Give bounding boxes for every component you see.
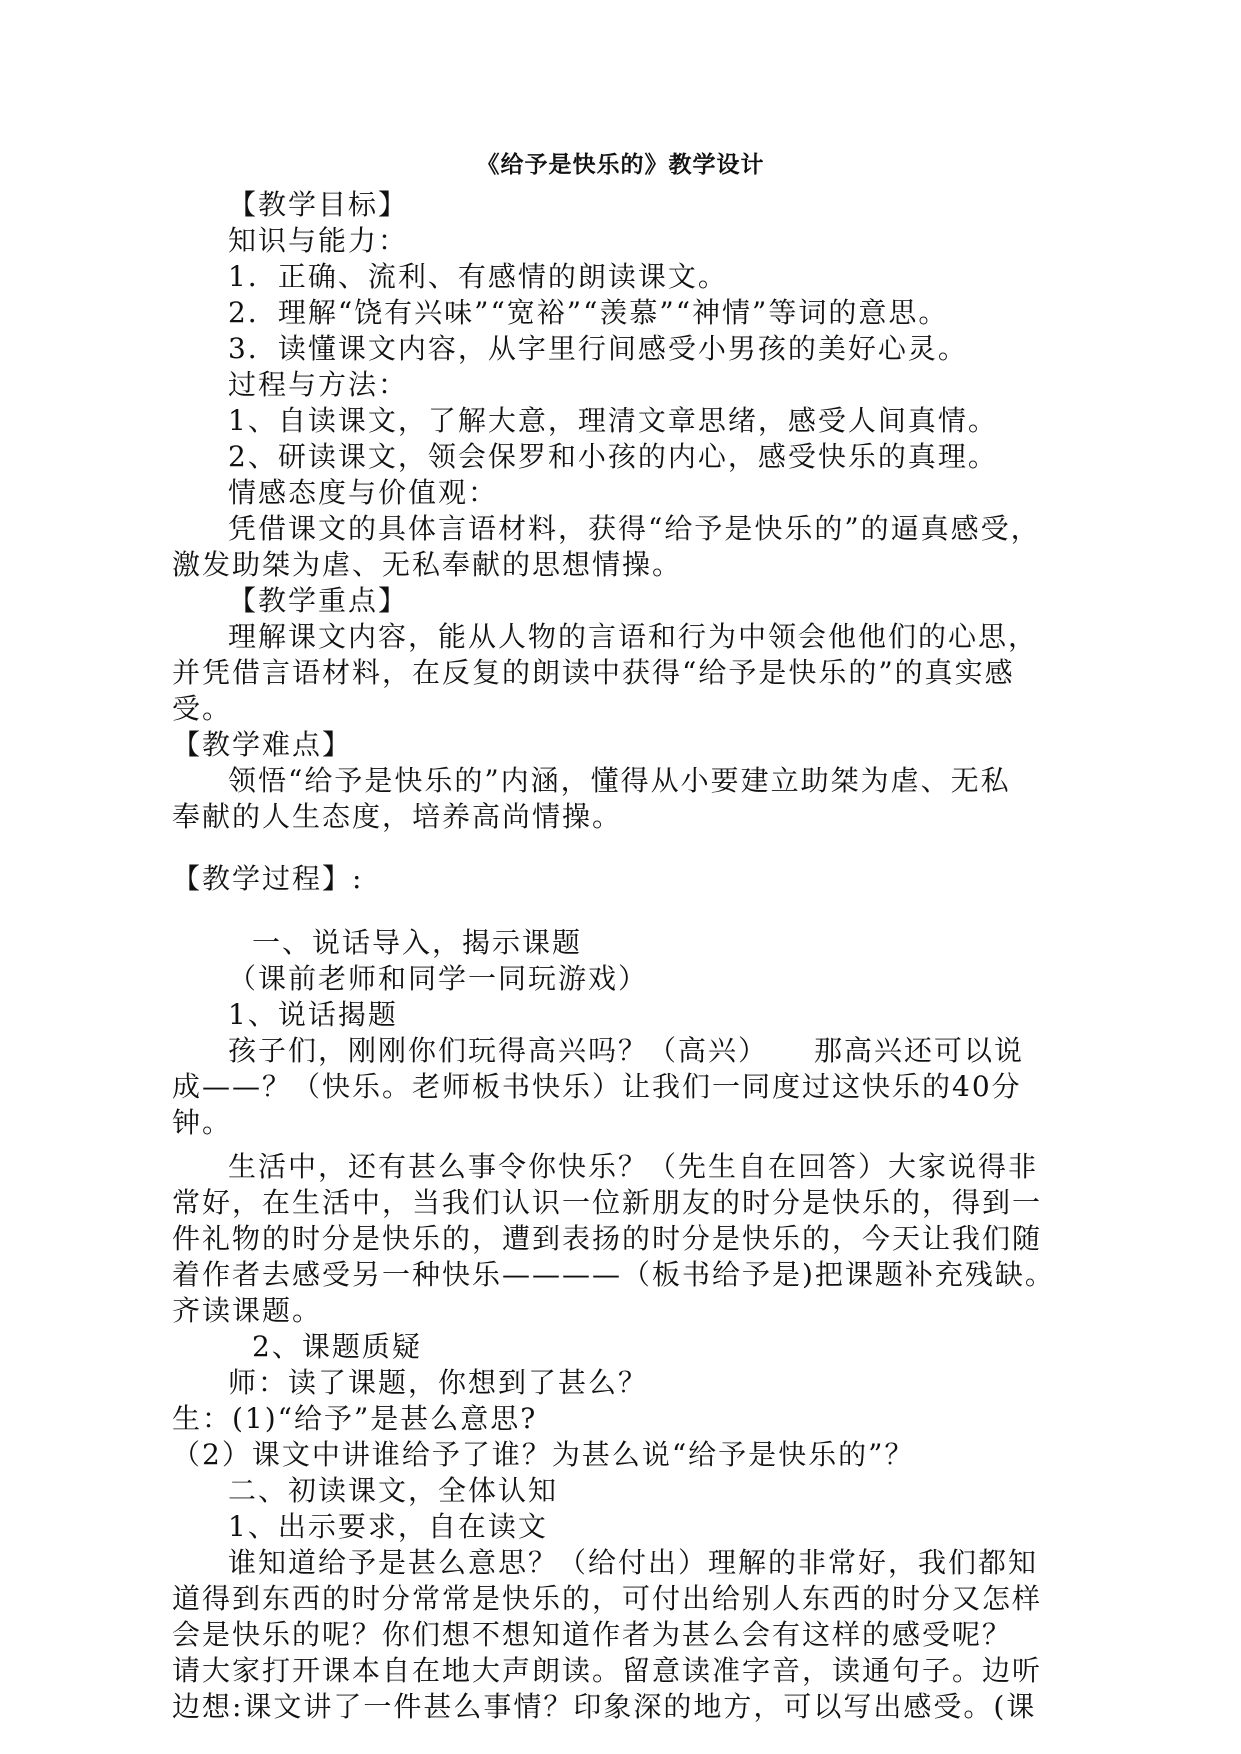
text-line: 1、出示要求，自在读文 — [228, 1510, 548, 1543]
section-heading-keypoints: 【教学重点】 — [228, 584, 409, 617]
text-line: 情感态度与价值观： — [228, 476, 499, 509]
text-line: （2）课文中讲谁给予了谁？为甚么说“给予是快乐的”？ — [172, 1438, 915, 1471]
text-line: 知识与能力： — [228, 224, 409, 257]
text-line: 理解课文内容，能从人物的言语和行为中领会他他们的心思， — [228, 620, 1039, 653]
text-line: 常好，在生活中，当我们认识一位新朋友的时分是快乐的，得到一 — [172, 1186, 1043, 1219]
text-line: 成——？（快乐。老师板书快乐）让我们一同度过这快乐的40分 — [172, 1070, 1022, 1103]
text-line: 生活中，还有甚么事令你快乐？（先生自在回答）大家说得非 — [228, 1150, 1039, 1183]
text-line: 件礼物的时分是快乐的，遭到表扬的时分是快乐的，今天让我们随 — [172, 1222, 1043, 1255]
text-line: 道得到东西的时分常常是快乐的，可付出给别人东西的时分又怎样 — [172, 1582, 1043, 1615]
text-line: 2、课题质疑 — [252, 1330, 422, 1363]
text-line: 请大家打开课本自在地大声朗读。留意读准字音，读通句子。边听 — [172, 1654, 1043, 1687]
text-line: 并凭借言语材料，在反复的朗读中获得“给予是快乐的”的真实感 — [172, 656, 1015, 689]
section-heading-objectives: 【教学目标】 — [228, 188, 409, 221]
section-heading-process: 【教学过程】: — [172, 862, 364, 895]
text-line: 受。 — [172, 692, 233, 725]
text-line: 师：读了课题，你想到了甚么？ — [228, 1366, 649, 1399]
text-line: 领悟“给予是快乐的”内涵，懂得从小要建立助桀为虐、无私 — [228, 764, 1011, 797]
text-line: 边想:课文讲了一件甚么事情？印象深的地方，可以写出感受。(课 — [172, 1690, 1037, 1723]
text-line: 过程与方法： — [228, 368, 409, 401]
text-line: 凭借课文的具体言语材料，获得“给予是快乐的”的逼真感受， — [228, 512, 1041, 545]
text-line: 一、说话导入，揭示课题 — [252, 926, 583, 959]
text-line: 会是快乐的呢？你们想不想知道作者为甚么会有这样的感受呢？ — [172, 1618, 1013, 1651]
document-title: 《给予是快乐的》教学设计 — [476, 151, 765, 178]
text-line: 1．正确、流利、有感情的朗读课文。 — [228, 260, 728, 293]
section-heading-difficulties: 【教学难点】 — [172, 728, 353, 761]
text-line: 钟。 — [172, 1106, 233, 1139]
text-line: 3．读懂课文内容，从字里行间感受小男孩的美好心灵。 — [228, 332, 968, 365]
text-line: 1、自读课文，了解大意，理清文章思绪，感受人间真情。 — [228, 404, 998, 437]
text-line: 奉献的人生态度，培养高尚情操。 — [172, 800, 623, 833]
text-line: （课前老师和同学一同玩游戏） — [228, 962, 649, 995]
text-line: 激发助桀为虐、无私奉献的思想情操。 — [172, 548, 683, 581]
text-line: 孩子们，刚刚你们玩得高兴吗？（高兴） 那高兴还可以说 — [228, 1034, 1025, 1067]
text-line: 齐读课题。 — [172, 1294, 323, 1327]
text-line: 1、说话揭题 — [228, 998, 398, 1031]
text-line: 着作者去感受另一种快乐————（板书给予是)把课题补充残缺。 — [172, 1258, 1055, 1291]
text-line: 谁知道给予是甚么意思？（给付出）理解的非常好，我们都知 — [228, 1546, 1039, 1579]
text-line: 生：(1)“给予”是甚么意思? — [172, 1402, 538, 1435]
text-line: 二、初读课文，全体认知 — [228, 1474, 559, 1507]
text-line: 2．理解“饶有兴味”“宽裕”“羡慕”“神情”等词的意思。 — [228, 296, 949, 329]
text-line: 2、研读课文，领会保罗和小孩的内心，感受快乐的真理。 — [228, 440, 998, 473]
